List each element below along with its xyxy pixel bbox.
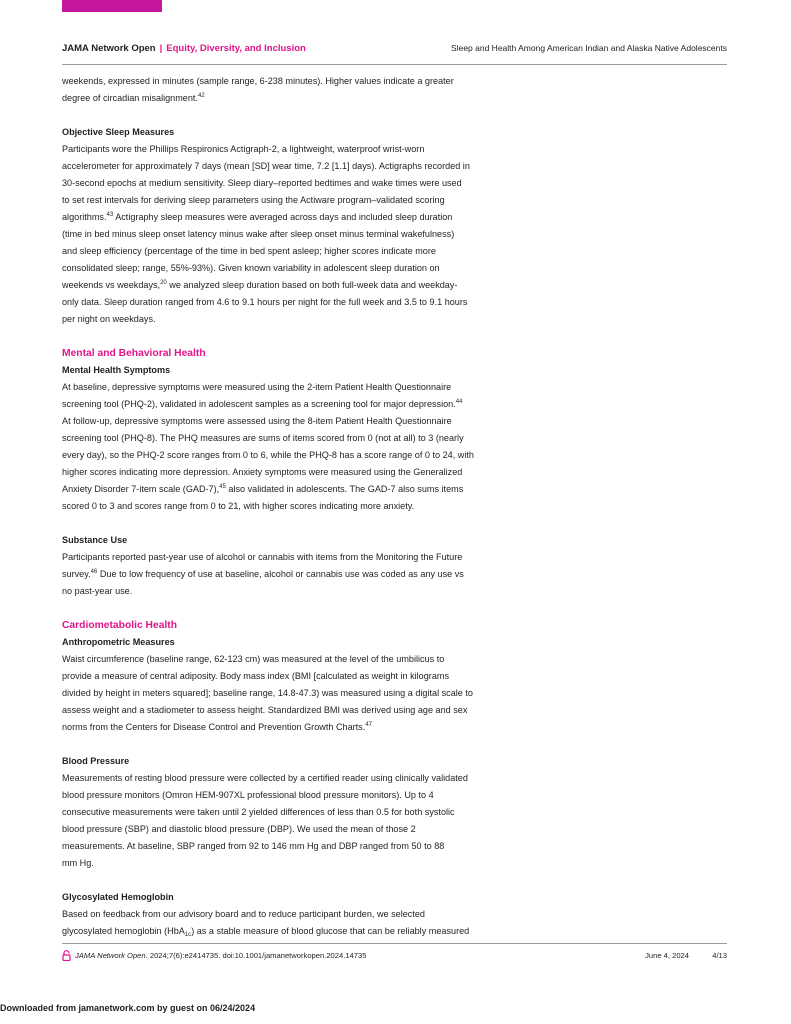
subsection-heading: Objective Sleep Measures bbox=[62, 127, 175, 137]
intro-paragraph bbox=[62, 73, 517, 107]
reference-link[interactable]: 47 bbox=[365, 722, 372, 728]
publication-date: June 4, 2024 bbox=[645, 951, 689, 960]
subsection-heading: Mental Health Symptoms bbox=[62, 365, 171, 375]
article-body bbox=[62, 73, 517, 940]
reference-link[interactable]: 45 bbox=[219, 484, 226, 490]
subsection-heading: Substance Use bbox=[62, 535, 128, 545]
header-divider bbox=[62, 64, 727, 65]
subsection-heading: Blood Pressure bbox=[62, 756, 130, 766]
page-number: 4/13 bbox=[712, 951, 727, 960]
anthropometric-paragraph: Waist circumference (baseline range, 62-123 cm) was measured at the level of the umbilicus to provide a measure of central adiposity. Body mass index (BMI [calculated as weight in kilograms divided by height in meters squared]; baseline range, 14.8-47.3) was measured using a digital scale to assess weight and a stadiometer to assess height. Standardized BMI was derived using age and sex norms from the Centers for Disease Control and Prevention Growth Charts.$^{47}$ bbox=[62, 654, 473, 732]
open-access-lock-icon bbox=[62, 950, 71, 961]
citation: JAMA Network Open. 2024;7(6):e2414735. doi:10.1001/jamanetworkopen.2024.14735 bbox=[75, 951, 367, 960]
section-heading: Cardiometabolic Health bbox=[62, 620, 178, 631]
subsection-heading: Anthropometric Measures bbox=[62, 637, 175, 647]
reference-link[interactable]: 42 bbox=[197, 93, 205, 99]
reference-link[interactable]: 44 bbox=[455, 399, 463, 405]
running-title: Sleep and Health Among American Indian and Alaska Native Adolescents bbox=[451, 43, 727, 53]
reference-link[interactable]: 20 bbox=[160, 280, 167, 286]
reference-link[interactable]: 46 bbox=[90, 569, 98, 575]
download-note: Downloaded from jamanetwork.com by guest on 06/24/2024 bbox=[0, 1003, 256, 1013]
header-separator: | bbox=[159, 43, 163, 54]
objective-sleep-paragraph: Participants wore the Phillips Respironics Actigraph-2, a lightweight, waterproof wrist-worn accelerometer for approximately 7 days (mean [SD] wear time, 7.2 [1.1] days). Actigraphs recorded in 30-second epochs at medium sensitivity. Sleep diary–reported bedtimes and wake times were used to set rest intervals for deriving sleep parameters using the Actiware program–validated scoring algorithms.$^{43}$ Actigraphy sleep measures were averaged across days and included sleep duration (time in bed minus sleep onset latency minus wake after sleep onset minus terminal wakefulness) and sleep efficiency (percentage of the time in bed spent asleep; higher scores indicate more consolidated sleep; range, 55%-93%). Given known variability in adolescent sleep duration on weekends vs weekdays,$^{20}$ we analyzed sleep duration based on both full-week data and weekday- only data. Sleep duration ranged from 4.6 to 9.1 hours per night for the full week and 3.5 to 9.1 hours per night on weekdays. bbox=[62, 144, 470, 324]
page-footer bbox=[62, 950, 727, 964]
top-accent-bar bbox=[62, 0, 162, 12]
blood-pressure-paragraph: Measurements of resting blood pressure were collected by a certified reader using clinically validated blood pressure monitors (Omron HEM-907XL professional blood pressure monitors). Up to 4 consecutive measurements were taken until 2 yielded differences of less than 0.5 for both systolic blood pressure (SBP) and diastolic blood pressure (DBP). We used the mean of those 2 measurements. At baseline, SBP ranged from 92 to 146 mm Hg and DBP ranged from 50 to 88 mm Hg. bbox=[62, 773, 468, 868]
text-line: degree of circadian misalignment. bbox=[62, 93, 198, 103]
substance-use-paragraph: Participants reported past-year use of alcohol or cannabis with items from the Monitoring the Future survey.$^{46}$ Due to low frequency of use at baseline, alcohol or cannabis use was coded as any use vs no past-year use. bbox=[62, 552, 464, 596]
hba1c-paragraph: Based on feedback from our advisory board and to reduce participant burden, we selected glycosylated hemoglobin (HbA$_{1c}$) as a stable measure of blood glucose that can be reliably measured bbox=[62, 909, 470, 938]
reference-link[interactable]: 43 bbox=[106, 212, 114, 218]
mental-health-paragraph: At baseline, depressive symptoms were measured using the 2-item Patient Health Questionnaire screening tool (PHQ-2), validated in adolescent samples as a screening tool for major depression.$^{44}$ At follow-up, depressive symptoms were assessed using the 8-item Patient Health Questionnaire screening tool (PHQ-8). The PHQ measures are sums of items scored from 0 (not at all) to 3 (nearly every day), so the PHQ-2 score ranges from 0 to 6, while the PHQ-8 has a score range of 0 to 24, with higher scores indicating more depression. Anxiety symptoms were measured using the Generalized Anxiety Disorder 7-item scale (GAD-7),$^{45}$ also validated in adolescents. The GAD-7 also sums items scored 0 to 3 and scores range from 0 to 21, with higher scores indicating more anxiety. bbox=[62, 382, 474, 511]
section-name: Equity, Diversity, and Inclusion bbox=[166, 43, 306, 54]
subsection-heading: Glycosylated Hemoglobin bbox=[62, 892, 174, 902]
text-line: weekends, expressed in minutes (sample range, 6-238 minutes). Higher values indicate a greater bbox=[62, 76, 454, 86]
section-heading: Mental and Behavioral Health bbox=[62, 348, 206, 359]
footer-divider bbox=[62, 943, 727, 944]
journal-name: JAMA Network Open bbox=[62, 43, 156, 54]
page-header bbox=[62, 43, 727, 57]
